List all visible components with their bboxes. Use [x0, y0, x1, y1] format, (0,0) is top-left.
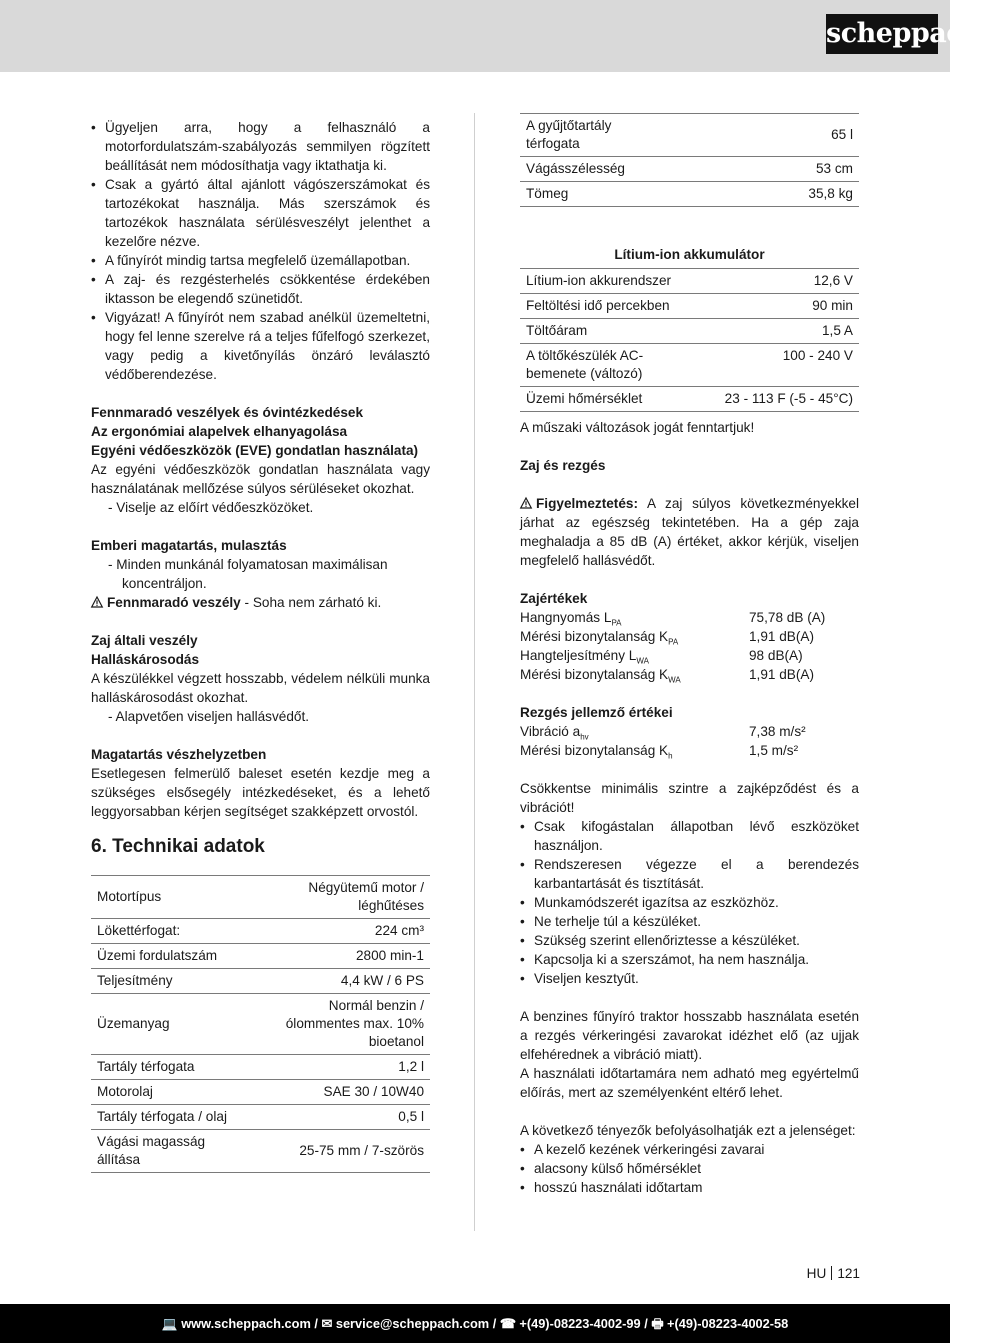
table-cell-label: Motortípus [91, 876, 255, 919]
table-cell-label: Lökettérfogat: [91, 919, 255, 944]
section-heading: Egyéni védőeszközök (EVE) gondatlan használata) [91, 443, 419, 458]
table-cell-value: 53 cm [652, 157, 859, 182]
section-heading: Halláskárosodás [91, 652, 200, 667]
residual-risk-text: - Soha nem zárható ki. [240, 595, 382, 610]
table-row [520, 157, 859, 182]
email-icon: ✉ [321, 1316, 333, 1331]
changes-note: A műszaki változások jogát fenntartjuk! [520, 420, 755, 435]
table-row [520, 387, 859, 412]
warning-paragraph [520, 494, 859, 570]
paragraph: Esetlegesen felmerülő baleset esetén kezdje meg a szükséges elsősegély intézkedéseket, és a lehető leggyorsabban kérjen segítséget szakképzett orvostól. [91, 766, 430, 819]
value-row [520, 665, 859, 684]
table-cell-label: Üzemi hőmérséklet [520, 387, 692, 412]
fax-number: +(49)-08223-4002-58 [666, 1316, 789, 1331]
value-label: Mérési bizonytalanság $K_h$ [520, 743, 673, 761]
phone-icon: ☎ [499, 1316, 516, 1331]
right-column [520, 113, 859, 1197]
computer-icon: 💻 [161, 1316, 178, 1331]
warning-text: A zaj súlyos következményekkel járhat az egészség tekintetében. Ha a gép zaja meghaladja a 85 dB (A) értéket, akkor kérjük, viseljen megfelelő hallásvédőt. [520, 496, 859, 568]
list-item: • Szükség szerint ellenőriztesse a készüléket. [520, 931, 859, 950]
list-item: • Vigyázat! A fűnyírót nem szabad anélkül üzemeltetni, hogy fel lenne szerelve rá a teljes fűfelfogó szerkezet, vagy pedig a kivetőnyílás önzáró leválasztó védőberendezése. [91, 308, 430, 384]
left-column [91, 118, 430, 1173]
value: 1,91 dB(A) [749, 629, 814, 644]
table-cell-label: A gyűjtőtartály térfogata [520, 114, 652, 157]
table-cell-label: Töltőáram [520, 319, 692, 344]
table-row [520, 319, 859, 344]
section-heading: Zajértékek [520, 591, 588, 606]
page-number [790, 1264, 860, 1283]
value: 1,5 m/s² [749, 743, 799, 758]
page-number-value: 121 [837, 1266, 860, 1281]
table-cell-value: 4,4 kW / 6 PS [255, 969, 430, 994]
value-label: Hangteljesítmény $L_{WA}$ [520, 648, 649, 666]
list-item: • Csak a gyártó által ajánlott vágószerszámokat és tartozékokat használja. Más szerszámok és tartozékok használata sérülésveszélyt jelenthet a kezelőre nézve. [91, 175, 430, 251]
list-item: • hosszú használati időtartam [520, 1178, 859, 1197]
table-cell-value: 23 - 113 F (-5 - 45°C) [692, 387, 859, 412]
table-cell-label: Tartály térfogata [91, 1055, 255, 1080]
paragraph: A készülékkel végzett hosszabb, védelem nélküli munka halláskárosodást okozhat. [91, 671, 430, 705]
battery-data-table [520, 269, 859, 412]
paragraph: A benzines fűnyíró traktor hosszabb használata esetén a rezgés vérkeringési zavarokat idézhet elő (az ujjak elfehérednek a vibráció miatt). [520, 1009, 859, 1062]
value-row [520, 722, 859, 741]
table-cell-label: Vágási magasság állítása [91, 1130, 255, 1173]
value-label: Hangnyomás $L_{PA}$ [520, 610, 622, 628]
section-heading: Fennmaradó veszélyek és óvintézkedések [91, 405, 364, 420]
list-item: • Ügyeljen arra, hogy a felhasználó a motorfordulatszám-szabályozás semmilyen rögzített beállítását nem módosíthatja vagy iktathatja ki. [91, 118, 430, 175]
value-row [520, 741, 859, 760]
dash-item: - Alapvetően viseljen hallásvédőt. [108, 709, 310, 724]
website-link[interactable]: www.scheppach.com [181, 1316, 311, 1331]
fax-icon: 🖶 [651, 1316, 664, 1331]
value: 7,38 m/s² [749, 724, 806, 739]
table-cell-label: Vágásszélesség [520, 157, 652, 182]
table-row [91, 969, 430, 994]
table-row [91, 1080, 430, 1105]
dash-item: - Minden munkánál folyamatosan maximálisan [108, 557, 388, 572]
value-label: Mérési bizonytalanság $K_{WA}$ [520, 667, 681, 685]
table-cell-value: 25-75 mm / 7-szörös [255, 1130, 430, 1173]
table-row [91, 1105, 430, 1130]
table-cell-value: 65 l [652, 114, 859, 157]
page-language: HU [806, 1266, 827, 1281]
residual-risk-line [91, 593, 430, 612]
value-row [520, 646, 859, 665]
dash-item: - Viselje az előírt védőeszközöket. [108, 500, 314, 515]
section-heading: Az ergonómiai alapelvek elhanyagolása [91, 424, 348, 439]
table-row [91, 1130, 430, 1173]
reduce-bullet-list [520, 817, 859, 988]
brand-logo: scheppach [826, 14, 938, 54]
list-item: • A fűnyírót mindig tartsa megfelelő üzemállapotban. [91, 251, 430, 270]
table-cell-label: Üzemi fordulatszám [91, 944, 255, 969]
table-cell-value: 0,5 l [255, 1105, 430, 1130]
table-row [91, 1055, 430, 1080]
table-cell-value: 2800 min-1 [255, 944, 430, 969]
residual-risk-label: Fennmaradó veszély [107, 595, 241, 610]
table-cell-value: 100 - 240 V [692, 344, 859, 387]
table-cell-value: Normál benzin / ólommentes max. 10% bioetanol [255, 994, 430, 1055]
value: 1,91 dB(A) [749, 667, 814, 682]
header-bar [0, 0, 981, 72]
table-row [91, 919, 430, 944]
value-row [520, 608, 859, 627]
table-cell-value: 90 min [692, 294, 859, 319]
list-item: • Kapcsolja ki a szerszámot, ha nem használja. [520, 950, 859, 969]
list-item: • Csak kifogástalan állapotban lévő eszközöket használjon. [520, 817, 859, 855]
dash-item-continued: koncentráljon. [122, 576, 207, 591]
paragraph: A használati időtartamára nem adható meg egyértelmű előírás, mert az személyenként eltérő lehet. [520, 1066, 859, 1100]
table-row [520, 294, 859, 319]
phone-number: +(49)-08223-4002-99 [519, 1316, 641, 1331]
footer-bar: 💻 www.scheppach.com / ✉ service@scheppach.com / ☎ +(49)-08223-4002-99 / 🖶 +(49)-08223-4002-58 [0, 1304, 950, 1343]
table-row [91, 944, 430, 969]
value-label: Vibráció $a_{hv}$ [520, 724, 589, 742]
table-cell-value: 1,5 A [692, 319, 859, 344]
column-divider [474, 113, 475, 1231]
value-label: Mérési bizonytalanság $K_{PA}$ [520, 629, 679, 647]
table-row [520, 114, 859, 157]
table-cell-value: 224 cm³ [255, 919, 430, 944]
email-link[interactable]: service@scheppach.com [335, 1316, 490, 1331]
paragraph: Az egyéni védőeszközök gondatlan használata vagy használatának mellőzése súlyos sérüléseket okozhat. [91, 462, 430, 496]
table-cell-label: Tömeg [520, 182, 652, 207]
table-row [520, 344, 859, 387]
table-cell-label: Lítium-ion akkurendszer [520, 269, 692, 294]
section-heading: Zaj és rezgés [520, 458, 606, 473]
factors-bullet-list [520, 1140, 859, 1197]
table-cell-label: Motorolaj [91, 1080, 255, 1105]
table-row [520, 269, 859, 294]
machine-data-table [520, 113, 859, 207]
value-row [520, 627, 859, 646]
section-heading: Emberi magatartás, mulasztás [91, 538, 287, 553]
table-cell-label: A töltőkészülék AC-bemenete (változó) [520, 344, 692, 387]
list-item: • alacsony külső hőmérséklet [520, 1159, 859, 1178]
battery-table-heading: Lítium-ion akkumulátor [520, 239, 859, 269]
table-row [520, 182, 859, 207]
list-item: • A kezelő kezének vérkeringési zavarai [520, 1140, 859, 1159]
list-item: • Rendszeresen végezze el a berendezés karbantartását és tisztítását. [520, 855, 859, 893]
list-item: • A zaj- és rezgésterhelés csökkentése érdekében iktasson be elegendő szünetidőt. [91, 270, 430, 308]
section-title: 6. Technikai adatok [91, 836, 265, 857]
table-row [91, 994, 430, 1055]
value: 75,78 dB (A) [749, 610, 826, 625]
technical-data-table [91, 875, 430, 1173]
table-row [91, 876, 430, 919]
table-cell-label: Tartály térfogata / olaj [91, 1105, 255, 1130]
table-cell-label: Teljesítmény [91, 969, 255, 994]
list-item: • Viseljen kesztyűt. [520, 969, 859, 988]
table-cell-value: SAE 30 / 10W40 [255, 1080, 430, 1105]
list-item: • Munkamódszerét igazítsa az eszközhöz. [520, 893, 859, 912]
safety-bullet-list [91, 118, 430, 384]
table-cell-value: 12,6 V [692, 269, 859, 294]
section-heading: Magatartás vészhelyzetben [91, 747, 267, 762]
section-heading: Zaj általi veszély [91, 633, 198, 648]
warning-icon [520, 497, 532, 509]
table-cell-label: Üzemanyag [91, 994, 255, 1055]
warning-icon [91, 596, 103, 608]
table-cell-label: Feltöltési idő percekben [520, 294, 692, 319]
section-heading: Rezgés jellemző értékei [520, 705, 673, 720]
list-item: • Ne terhelje túl a készüléket. [520, 912, 859, 931]
value: 98 dB(A) [749, 648, 803, 663]
table-cell-value: 1,2 l [255, 1055, 430, 1080]
paragraph: Csökkentse minimális szintre a zajképződést és a vibrációt! [520, 781, 859, 815]
table-cell-value: 35,8 kg [652, 182, 859, 207]
warning-label: Figyelmeztetés: [536, 496, 638, 511]
table-cell-value: Négyütemű motor / léghűtéses [255, 876, 430, 919]
paragraph: A következő tényezők befolyásolhatják ezt a jelenséget: [520, 1123, 856, 1138]
